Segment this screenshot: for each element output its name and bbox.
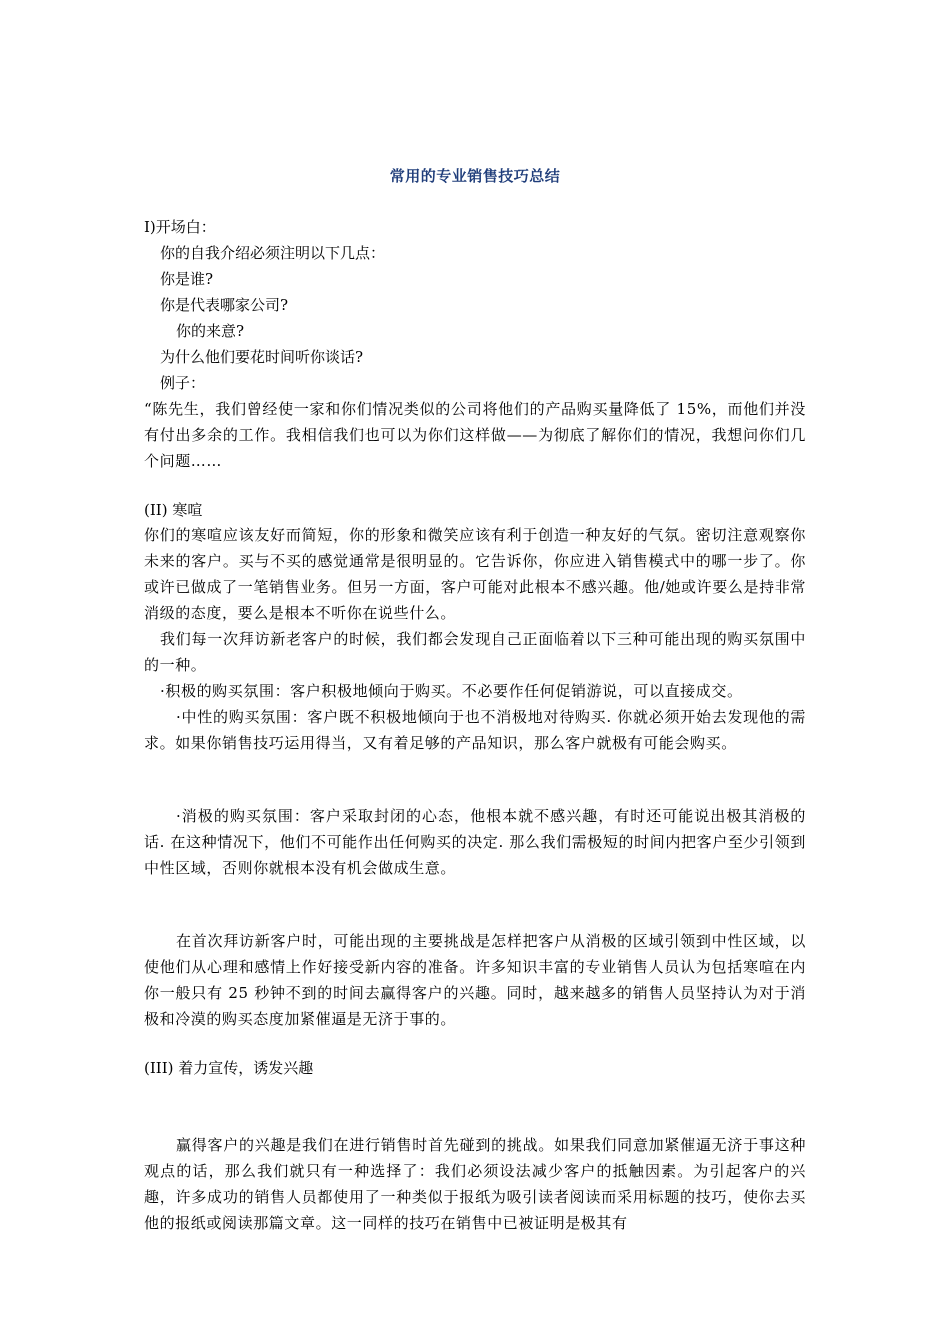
section-3-heading: (III) 着力宣传，诱发兴趣 [144, 1059, 314, 1077]
negative-atmosphere-paragraph: ·消极的购买氛围：客户采取封闭的心态，他根本就不感兴趣，有时还可能说出极其消极的话. 在这种情况下，他们不可能作出任何购买的决定. 那么我们需极短的时间内把客户至少引领到中性区域，否则你就根本没有机会做成生意。 [144, 807, 806, 877]
neutral-atmosphere-paragraph: ·中性的购买氛围：客户既不积极地倾向于也不消极地对待购买. 你就必须开始去发现他的需求。如果你销售技巧运用得当，又有着足够的产品知识，那么客户就极有可能会购买。 [144, 708, 806, 752]
question-why-listen: 为什么他们要花时间听你谈话? [160, 348, 364, 366]
document-title: 常用的专业销售技巧总结 [389, 167, 561, 185]
section-1-heading: I)开场白： [144, 218, 216, 236]
first-visit-paragraph: 在首次拜访新客户时，可能出现的主要挑战是怎样把客户从消极的区域引领到中性区域，以使他们从心理和感情上作好接受新内容的准备。许多知识丰富的专业销售人员认为包括寒喧在内你一般只有 25 秒钟不到的时间去赢得客户的兴趣。同时，越来越多的销售人员坚持认为对于消极和冷漠的购买态度加紧催逼是无济于事的。 [144, 932, 806, 1028]
greeting-paragraph-2: 我们每一次拜访新老客户的时候，我们都会发现自己正面临着以下三种可能出现的购买氛围中的一种。 [144, 630, 806, 674]
question-purpose: 你的来意? [176, 322, 245, 340]
question-company: 你是代表哪家公司? [160, 296, 289, 314]
positive-atmosphere-paragraph: ·积极的购买氛围：客户积极地倾向于购买。不必要作任何促销游说，可以直接成交。 [160, 682, 743, 700]
greeting-paragraph-1: 你们的寒喧应该友好而简短，你的形象和微笑应该有利于创造一种友好的气氛。密切注意观察你未来的客户。买与不买的感觉通常是很明显的。它告诉你，你应进入销售模式中的哪一步了。你或许已做成了一笔销售业务。但另一方面，客户可能对此根本不感兴趣。他/她或许要么是持非常消级的态度，要么是根本不听你在说些什么。 [144, 526, 806, 622]
interest-paragraph: 赢得客户的兴趣是我们在进行销售时首先碰到的挑战。如果我们同意加紧催逼无济于事这种观点的话，那么我们就只有一种选择了：我们必须设法减少客户的抵触因素。为引起客户的兴趣，许多成功的销售人员都使用了一种类似于报纸为吸引读者阅读而采用标题的技巧，使你去买他的报纸或阅读那篇文章。这一同样的技巧在销售中已被证明是极其有 [144, 1136, 806, 1232]
example-label: 例子： [160, 374, 206, 392]
question-who: 你是谁? [160, 270, 214, 288]
section-2-heading: (II) 寒喧 [144, 501, 203, 519]
example-paragraph: “陈先生，我们曾经使一家和你们情况类似的公司将他们的产品购买量降低了 15%，而他们并没有付出多余的工作。我相信我们也可以为你们这样做——为彻底了解你们的情况，我想问你们几个问题…… [144, 400, 806, 470]
section-1-intro: 你的自我介绍必须注明以下几点： [160, 244, 386, 262]
